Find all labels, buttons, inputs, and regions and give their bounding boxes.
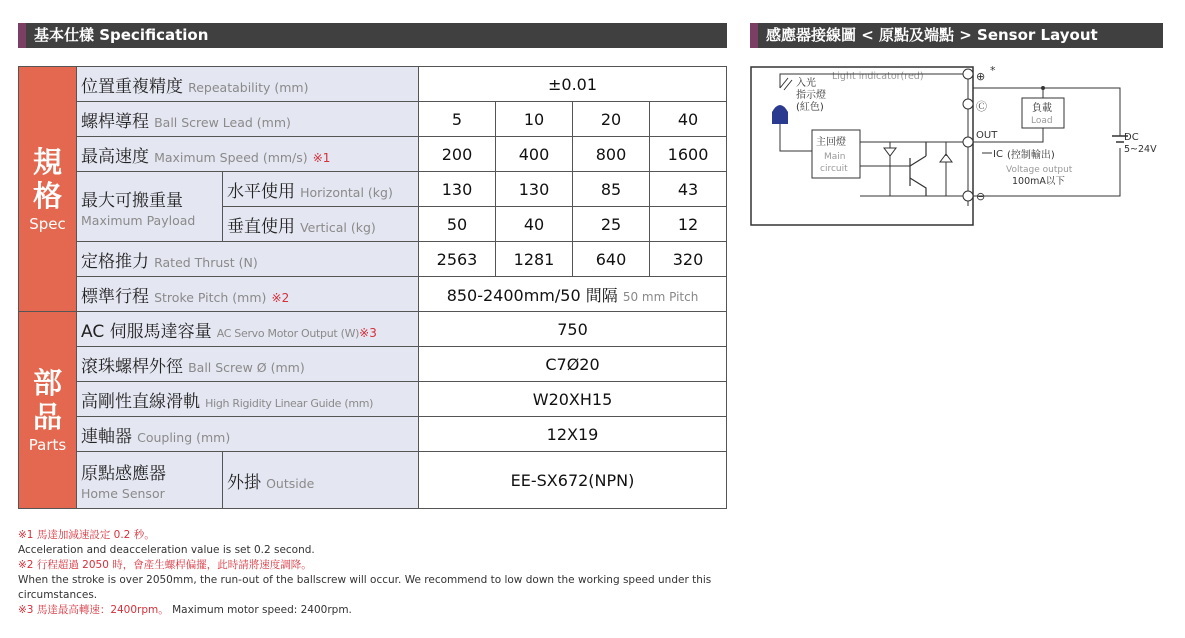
label-payload <box>77 172 223 242</box>
voltage-output-value: 100mA以下 <box>1012 176 1065 187</box>
table-row-lead <box>19 102 727 137</box>
label-zh: 螺桿導程 <box>81 111 149 132</box>
label-vertical <box>223 207 419 242</box>
note-3 <box>18 603 738 618</box>
indicator-zh-1: 入光 <box>796 78 816 89</box>
sensor-section-header <box>750 23 1163 48</box>
label-zh: 原點感應器 <box>81 464 166 484</box>
label-zh: 定格推力 <box>81 251 149 272</box>
note-1-en: Acceleration and deacceleration value is set 0.2 second. <box>18 544 315 556</box>
table-row-guide <box>19 382 727 417</box>
value-cell: 10 <box>496 102 573 137</box>
sensor-box <box>751 67 973 225</box>
category-parts <box>19 312 77 509</box>
value-cell: 25 <box>573 207 650 242</box>
out-label: OUT <box>976 130 998 141</box>
spec-section-header <box>18 23 727 48</box>
light-arrows-icon <box>780 78 792 90</box>
c-terminal-label: Ⓒ <box>976 100 987 113</box>
label-en: Ball Screw Ø (mm) <box>188 359 305 375</box>
zener-diode-icon <box>940 142 952 196</box>
spec-header-title: 基本仕樣 Specification <box>34 26 209 44</box>
dc-label: DC <box>1124 132 1139 143</box>
note-mark: ※2 <box>271 290 290 305</box>
plus-icon: ⊕ <box>976 70 986 83</box>
load-en: Load <box>1031 116 1053 126</box>
value-guide: W20XH15 <box>419 382 727 417</box>
category-spec <box>19 67 77 312</box>
table-row-thrust <box>19 242 727 277</box>
table-row-ballscrew <box>19 347 727 382</box>
star-mark: * <box>990 66 996 77</box>
label-stroke <box>77 277 419 312</box>
value-cell: 130 <box>496 172 573 207</box>
label-en: Rated Thrust (N) <box>154 254 258 270</box>
ic-label: IC <box>993 149 1003 160</box>
transistor-icon <box>910 142 926 196</box>
label-home-outside <box>223 452 419 509</box>
note-2-en: When the stroke is over 2050mm, the run-out of the ballscrew will occur. We recommend to low down the working speed under this circumstances. <box>18 574 712 601</box>
label-coupling <box>77 417 419 452</box>
label-en: Maximum Payload <box>81 212 196 228</box>
note-mark: ※1 <box>312 150 331 165</box>
table-row-coupling <box>19 417 727 452</box>
label-guide <box>77 382 419 417</box>
label-en: High Rigidity Linear Guide (mm) <box>205 396 374 410</box>
label-thrust <box>77 242 419 277</box>
terminal-out <box>963 137 973 147</box>
label-en: Home Sensor <box>81 486 165 501</box>
label-en: AC Servo Motor Output (W) <box>216 326 360 340</box>
category-parts-en: Parts <box>28 436 67 454</box>
value-cell: 640 <box>573 242 650 277</box>
label-lead <box>77 102 419 137</box>
label-zh: 連軸器 <box>81 426 132 447</box>
value-cell: 40 <box>650 102 727 137</box>
label-zh: 外掛 <box>227 472 261 493</box>
label-en: Repeatability (mm) <box>188 79 309 95</box>
value-cell: 1600 <box>650 137 727 172</box>
value-cell: 85 <box>573 172 650 207</box>
value-cell: 320 <box>650 242 727 277</box>
circuit-wires <box>860 74 968 206</box>
light-indicator-label: Light indicator(red) <box>832 71 924 82</box>
label-ballscrew <box>77 347 419 382</box>
value-cell: 2563 <box>419 242 496 277</box>
terminal-c <box>963 99 973 109</box>
value-home-sensor: EE-SX672(NPN) <box>419 452 727 509</box>
value-cell: 800 <box>573 137 650 172</box>
indicator-zh-3: (紅色) <box>796 102 824 113</box>
label-en: Coupling (mm) <box>137 429 231 445</box>
value-cell: 400 <box>496 137 573 172</box>
label-zh: 位置重複精度 <box>81 76 183 97</box>
value-coupling: 12X19 <box>419 417 727 452</box>
dc-voltage: 5~24V <box>1124 144 1157 155</box>
label-zh: AC 伺服馬達容量 <box>81 321 212 342</box>
main-circuit-en-2: circuit <box>820 164 848 174</box>
load-zh: 負載 <box>1032 103 1052 114</box>
value-cell: 1281 <box>496 242 573 277</box>
label-zh: 最高速度 <box>81 146 149 167</box>
value-cell: 5 <box>419 102 496 137</box>
header-accent <box>750 23 758 48</box>
value-motor: 750 <box>419 312 727 347</box>
stroke-value: 850-2400mm/50 間隔 <box>446 285 618 305</box>
value-stroke <box>419 277 727 312</box>
category-parts-zh: 部 品 <box>32 366 62 434</box>
label-zh: 滾珠螺桿外徑 <box>81 356 183 377</box>
header-accent <box>18 23 26 48</box>
note-mark: ※3 <box>359 325 377 340</box>
label-en: Stroke Pitch (mm) <box>154 289 267 305</box>
wire-junction <box>1041 86 1045 90</box>
label-home-sensor <box>77 452 223 509</box>
table-row-max-speed <box>19 137 727 172</box>
table-row-stroke <box>19 277 727 312</box>
main-circuit-zh: 主回燈 <box>816 137 846 148</box>
table-row-home-sensor <box>19 452 727 509</box>
table-row-motor <box>19 312 727 347</box>
note-1-zh: ※1 馬達加減速設定 0.2 秒。 <box>18 529 155 541</box>
label-max-speed <box>77 137 419 172</box>
led-icon <box>772 105 788 124</box>
value-ballscrew: C7Ø20 <box>419 347 727 382</box>
category-spec-en: Spec <box>29 215 66 233</box>
value-cell: 20 <box>573 102 650 137</box>
label-horizontal <box>223 172 419 207</box>
indicator-zh-2: 指示燈 <box>796 90 826 101</box>
label-en: Outside <box>266 475 315 491</box>
note-3-en: Maximum motor speed: 2400rpm. <box>172 604 352 616</box>
value-cell: 130 <box>419 172 496 207</box>
zener-diode-icon <box>884 142 896 196</box>
note-3-zh: ※3 馬達最高轉速：2400rpm。 <box>18 604 169 616</box>
voltage-output-en: Voltage output <box>1006 165 1073 175</box>
label-en: Vertical (kg) <box>300 219 376 235</box>
label-zh: 水平使用 <box>227 181 295 202</box>
value-repeatability: ±0.01 <box>419 67 727 102</box>
sensor-header-title: 感應器接線圖 < 原點及端點 > Sensor Layout <box>766 26 1098 44</box>
main-circuit-en-1: Main <box>824 152 846 162</box>
table-row-payload-horizontal <box>19 172 727 207</box>
value-cell: 200 <box>419 137 496 172</box>
value-cell: 50 <box>419 207 496 242</box>
category-spec-zh: 規 格 <box>32 145 62 213</box>
terminal-plus <box>963 69 973 79</box>
label-en: Horizontal (kg) <box>300 184 393 200</box>
label-zh: 標準行程 <box>81 286 149 307</box>
label-en: Ball Screw Lead (mm) <box>154 114 291 130</box>
label-zh: 最大可搬重量 <box>81 190 183 211</box>
spec-table <box>18 66 727 509</box>
terminal-minus <box>963 191 973 201</box>
minus-icon: ⊖ <box>976 190 986 203</box>
ic-zh-label: (控制輸出) <box>1007 150 1055 161</box>
table-row-repeatability <box>19 67 727 102</box>
label-zh: 垂直使用 <box>227 216 295 237</box>
value-cell: 12 <box>650 207 727 242</box>
note-2-zh: ※2 行程超過 2050 時，會產生螺桿偏擺，此時請將速度調降。 <box>18 559 312 571</box>
value-cell: 43 <box>650 172 727 207</box>
label-en: Maximum Speed (mm/s) <box>154 149 308 165</box>
label-repeatability <box>77 67 419 102</box>
sensor-wiring-diagram <box>750 66 1165 228</box>
footnotes <box>18 528 738 618</box>
label-zh: 高剛性直線滑軌 <box>81 391 200 412</box>
value-cell: 40 <box>496 207 573 242</box>
stroke-pitch-en: 50 mm Pitch <box>622 289 699 304</box>
label-motor <box>77 312 419 347</box>
